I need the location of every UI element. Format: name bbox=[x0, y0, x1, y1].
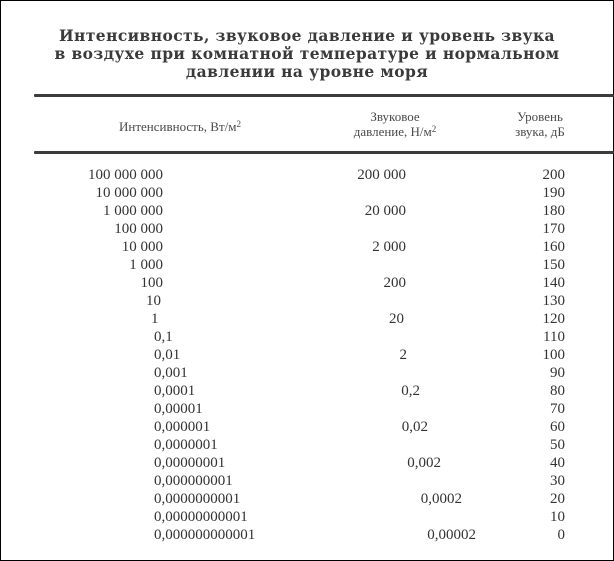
pressure-cell: 20 000 bbox=[364, 203, 406, 219]
intensity-cell: 0,0001 bbox=[154, 383, 196, 399]
table-row bbox=[0, 472, 614, 490]
table-row bbox=[0, 400, 614, 418]
intensity-cell: 100 000 bbox=[114, 221, 163, 237]
intensity-cell: 100 bbox=[140, 275, 163, 291]
level-cell: 140 bbox=[542, 275, 565, 291]
pressure-header-line-1: Звуковое bbox=[370, 109, 420, 124]
level-cell: 130 bbox=[542, 293, 565, 309]
intensity-cell: 1 000 000 bbox=[103, 203, 163, 219]
level-cell: 160 bbox=[542, 239, 565, 255]
intensity-cell: 100 000 000 bbox=[88, 167, 163, 183]
level-cell: 40 bbox=[550, 455, 565, 471]
table-row bbox=[0, 238, 614, 256]
intensity-header-label: Интенсивность, Вт/м bbox=[119, 119, 237, 134]
level-cell: 200 bbox=[542, 167, 565, 183]
level-cell: 30 bbox=[550, 473, 565, 489]
pressure-header-sup: 2 bbox=[431, 124, 437, 134]
table-row bbox=[0, 274, 614, 292]
table-row bbox=[0, 220, 614, 238]
table-row bbox=[0, 508, 614, 526]
table-body bbox=[0, 166, 614, 544]
title-line-3: давлении на уровне моря bbox=[185, 62, 429, 81]
pressure-cell: 200 bbox=[383, 275, 406, 291]
pressure-cell: 0,02 bbox=[401, 419, 428, 435]
table-row bbox=[0, 382, 614, 400]
header-bottom-rule bbox=[34, 151, 614, 154]
intensity-cell: 0,000000000001 bbox=[154, 527, 256, 543]
table-row bbox=[0, 418, 614, 436]
level-header-line-1: Уровень bbox=[517, 109, 563, 124]
intensity-cell: 0,001 bbox=[154, 365, 188, 381]
pressure-header-line-2: давление, Н/м bbox=[353, 124, 432, 139]
pressure-cell: 200 000 bbox=[357, 167, 406, 183]
table-row bbox=[0, 256, 614, 274]
intensity-cell: 10 000 bbox=[121, 239, 163, 255]
intensity-cell: 0,000001 bbox=[154, 419, 211, 435]
header-top-rule bbox=[34, 94, 614, 97]
pressure-cell: 20 bbox=[389, 311, 404, 327]
level-cell: 120 bbox=[542, 311, 565, 327]
level-cell: 10 bbox=[550, 509, 565, 525]
column-header-level bbox=[490, 109, 590, 139]
table-row bbox=[0, 526, 614, 544]
level-cell: 190 bbox=[542, 185, 565, 201]
level-cell: 100 bbox=[542, 347, 565, 363]
intensity-cell: 0,00001 bbox=[154, 401, 203, 417]
intensity-cell: 10 000 000 bbox=[95, 185, 163, 201]
table-row bbox=[0, 454, 614, 472]
pressure-cell: 0,002 bbox=[407, 455, 441, 471]
pressure-cell: 0,2 bbox=[401, 383, 420, 399]
pressure-cell: 2 000 bbox=[372, 239, 406, 255]
table-row bbox=[0, 292, 614, 310]
table-row bbox=[0, 184, 614, 202]
intensity-header-sup: 2 bbox=[236, 119, 241, 129]
intensity-cell: 10 bbox=[146, 293, 161, 309]
level-cell: 110 bbox=[543, 329, 565, 345]
table-row bbox=[0, 490, 614, 508]
intensity-cell: 1 bbox=[151, 311, 159, 327]
level-cell: 90 bbox=[550, 365, 565, 381]
table-row bbox=[0, 346, 614, 364]
intensity-cell: 1 000 bbox=[129, 257, 163, 273]
table-row bbox=[0, 364, 614, 382]
intensity-cell: 0,0000001 bbox=[154, 437, 218, 453]
table-row bbox=[0, 328, 614, 346]
level-cell: 150 bbox=[542, 257, 565, 273]
level-cell: 170 bbox=[542, 221, 565, 237]
intensity-cell: 0,1 bbox=[154, 329, 173, 345]
table-title bbox=[0, 27, 614, 81]
level-cell: 70 bbox=[550, 401, 565, 417]
level-cell: 80 bbox=[550, 383, 565, 399]
level-cell: 50 bbox=[550, 437, 565, 453]
table-row bbox=[0, 310, 614, 328]
level-cell: 0 bbox=[557, 527, 565, 543]
level-cell: 180 bbox=[542, 203, 565, 219]
level-cell: 60 bbox=[550, 419, 565, 435]
intensity-cell: 0,00000001 bbox=[154, 455, 226, 471]
title-line-2: в воздухе при комнатной температуре и нормальном bbox=[54, 44, 560, 63]
pressure-cell: 0,00002 bbox=[427, 527, 476, 543]
intensity-cell: 0,00000000001 bbox=[154, 509, 248, 525]
intensity-cell: 0,01 bbox=[154, 347, 181, 363]
table-row bbox=[0, 202, 614, 220]
intensity-cell: 0,000000001 bbox=[154, 473, 233, 489]
column-header-pressure bbox=[325, 109, 465, 139]
table-row bbox=[0, 436, 614, 454]
level-header-line-2: звука, дБ bbox=[515, 124, 565, 139]
title-line-1: Интенсивность, звуковое давление и уровень звука bbox=[59, 26, 555, 45]
pressure-cell: 0,0002 bbox=[420, 491, 462, 507]
column-header-intensity bbox=[80, 119, 280, 134]
table-row bbox=[0, 166, 614, 184]
pressure-cell: 2 bbox=[399, 347, 407, 363]
intensity-cell: 0,0000000001 bbox=[154, 491, 241, 507]
level-cell: 20 bbox=[550, 491, 565, 507]
